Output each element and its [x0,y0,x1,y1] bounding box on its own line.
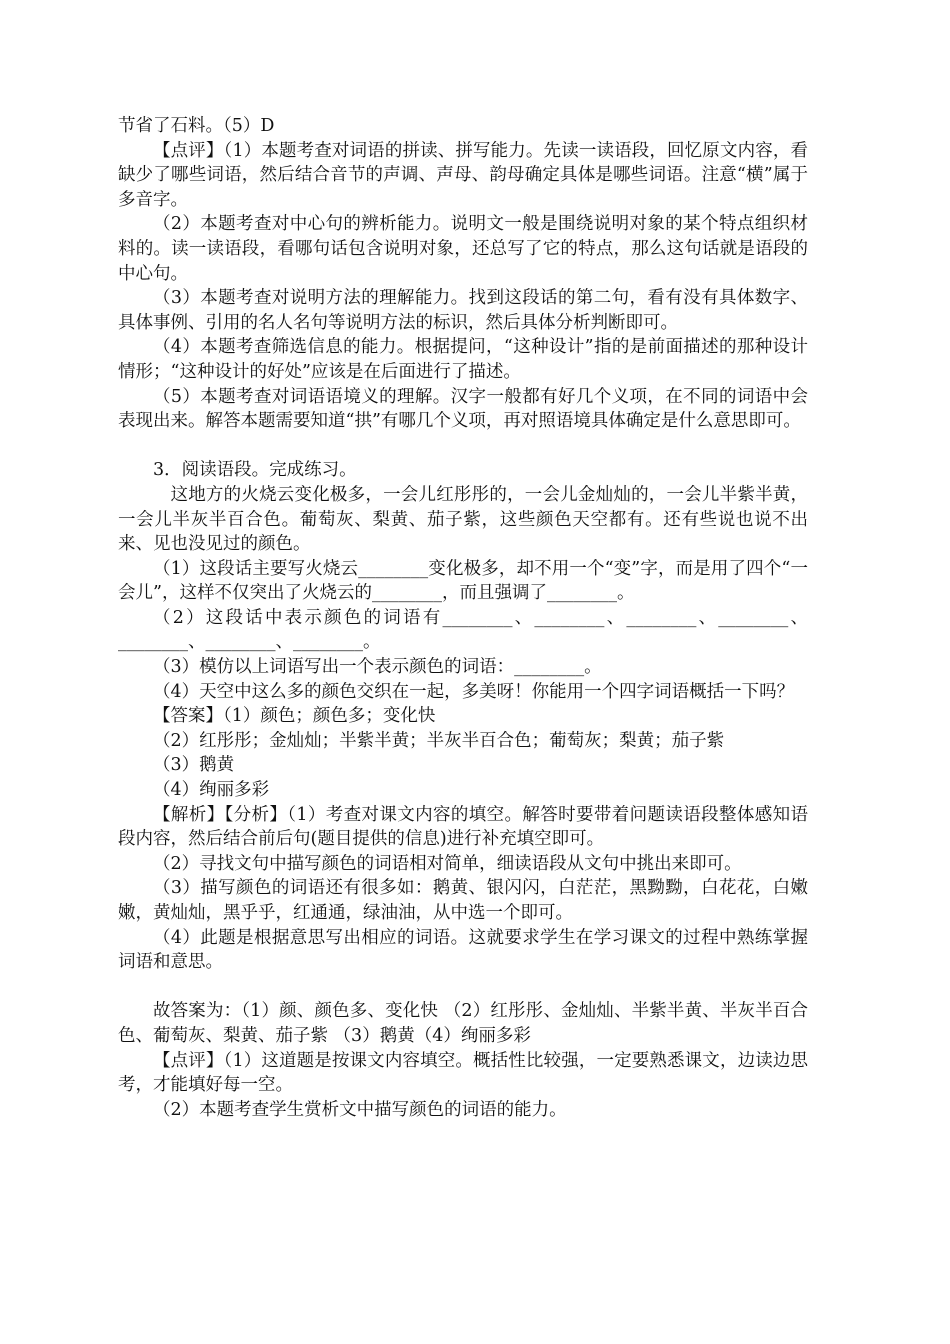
comment-b-2: （2）本题考查学生赏析文中描写颜色的词语的能力。 [153,1099,567,1120]
analysis-1: 【解析】【分析】（1）考查对课文内容的填空。解答时要带着问题读语段整体感知语段内容，然后结合前后句(题目提供的信息)进行补充填空即可。 [118,804,808,850]
analysis-3: （3）描写颜色的词语还有很多如：鹅黄、银闪闪，白茫茫，黑黝黝，白花花，白嫩嫩，黄灿灿，黑乎乎，红通通，绿油油，从中选一个即可。 [118,878,808,923]
answer-3: （3）鹅黄 [153,755,235,776]
answer-2: （2）红彤彤；金灿灿；半紫半黄；半灰半百合色；葡萄灰；梨黄；茄子紫 [153,730,725,751]
comment-3: （3）本题考查对说明方法的理解能力。找到这段话的第二句，看有没有具体数字、具体事例、引用的名人名句等说明方法的标识，然后具体分析判断即可。 [118,288,808,333]
comment-5: （5）本题考查对词语语境义的理解。汉字一般都有好几个义项，在不同的词语中会表现出来。解答本题需要知道“拱”有哪几个义项，再对照语境具体确定是什么意思即可。 [118,386,808,432]
final-answer: 故答案为：（1）颜、颜色多、变化快 （2）红彤彤、金灿灿、半紫半黄、半灰半百合色、葡萄灰、梨黄、茄子紫 （3）鹅黄（4）绚丽多彩 [118,1001,808,1046]
sub-question-4: （4）天空中这么多的颜色交织在一起，多美呀！你能用一个四字词语概括一下吗？ [153,681,795,702]
reading-passage: 这地方的火烧云变化极多，一会儿红彤彤的，一会儿金灿灿的，一会儿半紫半黄，一会儿半灰半百合色。葡萄灰、梨黄、茄子紫，这些颜色天空都有。还有些说也说不出来、见也没见过的颜色。 [118,484,808,555]
sub-question-3: （3）模仿以上词语写出一个表示颜色的词语：________。 [153,657,602,678]
comment-1: 【点评】（1）本题考查对词语的拼读、拼写能力。先读一读语段，回忆原文内容，看缺少了哪些词语，然后结合音节的声调、声母、韵母确定具体是哪些词语。注意“横”属于多音字。 [118,140,808,210]
comment-2: （2）本题考查对中心句的辨析能力。说明文一般是围绕说明对象的某个特点组织材料的。读一读语段，看哪句话包含说明对象，还总写了它的特点，那么这句话就是语段的中心句。 [118,214,808,284]
document-page [118,114,808,1122]
sub-question-1: （1）这段话主要写火烧云________变化极多，却不用一个“变”字，而是用了四个“一会儿”，这样不仅突出了火烧云的________，而且强调了________。 [118,558,808,604]
answer-1: 【答案】（1）颜色；颜色多；变化快 [153,706,436,727]
analysis-4: （4）此题是根据意思写出相应的词语。这就要求学生在学习课文的过程中熟练掌握词语和意思。 [118,927,808,973]
analysis-2: （2）寻找文句中描写颜色的词语相对简单，细读语段从文句中挑出来即可。 [153,853,742,874]
answer-4: （4）绚丽多彩 [153,780,270,801]
sub-question-2: （2）这段话中表示颜色的词语有________、________、________、________、________、________、________。 [118,607,808,653]
comment-4: （4）本题考查筛选信息的能力。根据提问，“这种设计”指的是前面描述的那种设计情形；“这种设计的好处”应该是在后面进行了描述。 [118,337,808,382]
comment-b-1: 【点评】（1）这道题是按课文内容填空。概括性比较强，一定要熟悉课文，边读边思考，才能填好每一空。 [118,1050,808,1096]
question-3-title: 3．阅读语段。完成练习。 [153,460,357,481]
blank-line [118,975,808,1000]
answer-tail: 节省了石料。（5）D [118,116,275,136]
blank-line [118,434,808,459]
